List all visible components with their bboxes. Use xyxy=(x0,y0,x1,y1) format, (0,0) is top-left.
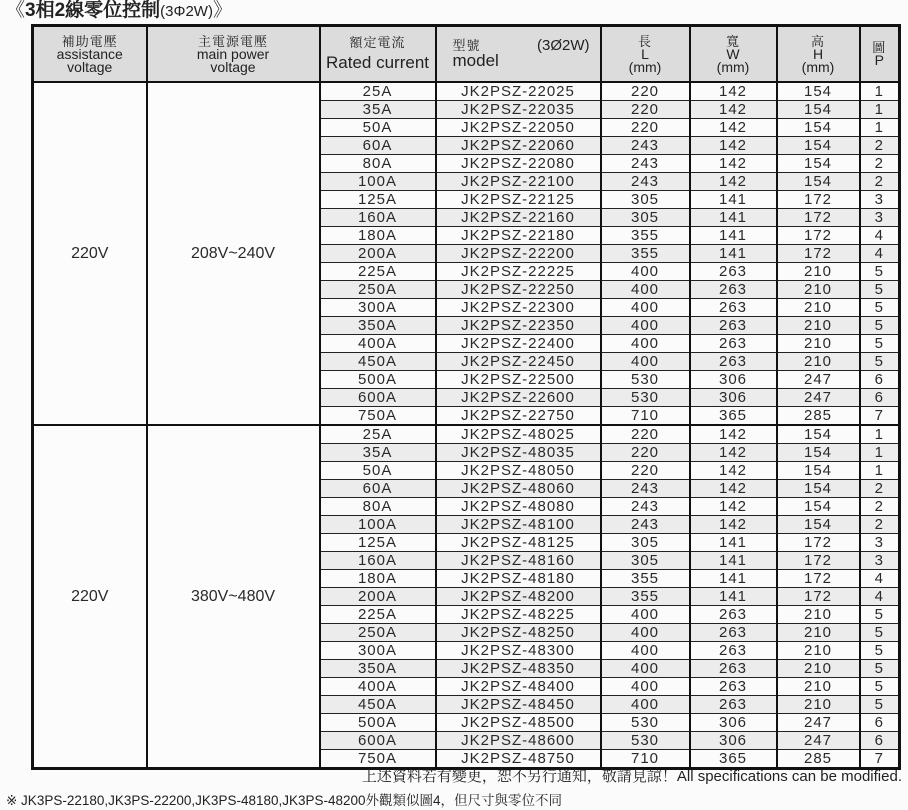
rated-current-cell: 450A xyxy=(320,696,436,714)
rated-current-cell: 50A xyxy=(320,462,436,480)
rated-current-cell: 300A xyxy=(320,299,436,317)
width-cell: 263 xyxy=(690,281,777,299)
title-main: 3相2線零位控制 xyxy=(25,0,161,21)
model-cell: JK2PSZ-22250 xyxy=(436,281,601,299)
rated-current-cell: 500A xyxy=(320,371,436,389)
width-cell: 263 xyxy=(690,642,777,660)
header-main-voltage: 主電源電壓 main power voltage xyxy=(147,26,320,83)
model-cell: JK2PSZ-48180 xyxy=(436,570,601,588)
width-cell: 365 xyxy=(690,750,777,769)
model-cell: JK2PSZ-22750 xyxy=(436,407,601,426)
length-cell: 220 xyxy=(601,82,690,101)
width-cell: 306 xyxy=(690,389,777,407)
width-cell: 263 xyxy=(690,660,777,678)
pic-cell: 3 xyxy=(860,534,900,552)
rated-current-cell: 350A xyxy=(320,317,436,335)
rated-current-cell: 35A xyxy=(320,101,436,119)
height-cell: 247 xyxy=(777,389,860,407)
pic-cell: 1 xyxy=(860,462,900,480)
rated-current-cell: 160A xyxy=(320,209,436,227)
rated-current-cell: 200A xyxy=(320,588,436,606)
length-cell: 400 xyxy=(601,660,690,678)
length-cell: 220 xyxy=(601,101,690,119)
height-cell: 154 xyxy=(777,444,860,462)
rated-current-cell: 500A xyxy=(320,714,436,732)
rated-current-cell: 25A xyxy=(320,82,436,101)
length-cell: 400 xyxy=(601,335,690,353)
length-cell: 400 xyxy=(601,606,690,624)
height-cell: 210 xyxy=(777,281,860,299)
rated-current-cell: 180A xyxy=(320,570,436,588)
rated-current-cell: 225A xyxy=(320,263,436,281)
model-cell: JK2PSZ-22025 xyxy=(436,82,601,101)
length-cell: 243 xyxy=(601,137,690,155)
rated-current-cell: 160A xyxy=(320,552,436,570)
model-cell: JK2PSZ-48080 xyxy=(436,498,601,516)
height-cell: 172 xyxy=(777,191,860,209)
width-cell: 365 xyxy=(690,407,777,426)
model-cell: JK2PSZ-48200 xyxy=(436,588,601,606)
pic-cell: 1 xyxy=(860,101,900,119)
header-width: 寬 W (mm) xyxy=(690,26,777,83)
spec-table xyxy=(31,24,901,770)
length-cell: 400 xyxy=(601,317,690,335)
model-cell: JK2PSZ-48350 xyxy=(436,660,601,678)
width-cell: 263 xyxy=(690,263,777,281)
length-cell: 305 xyxy=(601,191,690,209)
width-cell: 141 xyxy=(690,245,777,263)
length-cell: 220 xyxy=(601,119,690,137)
width-cell: 142 xyxy=(690,82,777,101)
rated-current-cell: 200A xyxy=(320,245,436,263)
length-cell: 355 xyxy=(601,588,690,606)
pic-cell: 4 xyxy=(860,227,900,245)
pic-cell: 2 xyxy=(860,173,900,191)
width-cell: 142 xyxy=(690,155,777,173)
rated-current-cell: 600A xyxy=(320,732,436,750)
length-cell: 305 xyxy=(601,552,690,570)
pic-cell: 7 xyxy=(860,750,900,769)
height-cell: 210 xyxy=(777,353,860,371)
table-row xyxy=(33,425,900,444)
pic-cell: 6 xyxy=(860,732,900,750)
pic-cell: 1 xyxy=(860,82,900,101)
rated-current-cell: 750A xyxy=(320,750,436,769)
width-cell: 142 xyxy=(690,173,777,191)
width-cell: 142 xyxy=(690,498,777,516)
length-cell: 305 xyxy=(601,209,690,227)
rated-current-cell: 60A xyxy=(320,137,436,155)
model-cell: JK2PSZ-48035 xyxy=(436,444,601,462)
header-row xyxy=(33,26,900,83)
length-cell: 400 xyxy=(601,642,690,660)
rated-current-cell: 35A xyxy=(320,444,436,462)
width-cell: 306 xyxy=(690,732,777,750)
model-cell: JK2PSZ-22100 xyxy=(436,173,601,191)
pic-cell: 3 xyxy=(860,209,900,227)
height-cell: 285 xyxy=(777,750,860,769)
rated-current-cell: 50A xyxy=(320,119,436,137)
height-cell: 247 xyxy=(777,714,860,732)
model-cell: JK2PSZ-22400 xyxy=(436,335,601,353)
title-subtitle: (3Φ2W) xyxy=(160,3,213,20)
width-cell: 142 xyxy=(690,462,777,480)
model-cell: JK2PSZ-48750 xyxy=(436,750,601,769)
height-cell: 172 xyxy=(777,245,860,263)
model-cell: JK2PSZ-22035 xyxy=(436,101,601,119)
rated-current-cell: 100A xyxy=(320,516,436,534)
header-length: 長 L (mm) xyxy=(601,26,690,83)
width-cell: 141 xyxy=(690,588,777,606)
model-cell: JK2PSZ-22180 xyxy=(436,227,601,245)
rated-current-cell: 125A xyxy=(320,191,436,209)
width-cell: 306 xyxy=(690,371,777,389)
page-title xyxy=(6,0,232,23)
pic-cell: 5 xyxy=(860,678,900,696)
pic-cell: 2 xyxy=(860,516,900,534)
height-cell: 172 xyxy=(777,570,860,588)
length-cell: 530 xyxy=(601,732,690,750)
height-cell: 154 xyxy=(777,173,860,191)
height-cell: 154 xyxy=(777,155,860,173)
rated-current-cell: 100A xyxy=(320,173,436,191)
pic-cell: 2 xyxy=(860,498,900,516)
length-cell: 400 xyxy=(601,263,690,281)
model-cell: JK2PSZ-48500 xyxy=(436,714,601,732)
pic-cell: 4 xyxy=(860,588,900,606)
height-cell: 172 xyxy=(777,552,860,570)
rated-current-cell: 80A xyxy=(320,155,436,173)
length-cell: 355 xyxy=(601,245,690,263)
model-cell: JK2PSZ-48050 xyxy=(436,462,601,480)
header-pic: 圖 P xyxy=(860,26,900,83)
height-cell: 154 xyxy=(777,425,860,444)
length-cell: 530 xyxy=(601,371,690,389)
height-cell: 247 xyxy=(777,371,860,389)
model-cell: JK2PSZ-48250 xyxy=(436,624,601,642)
rated-current-cell: 400A xyxy=(320,678,436,696)
length-cell: 400 xyxy=(601,678,690,696)
model-cell: JK2PSZ-48160 xyxy=(436,552,601,570)
length-cell: 220 xyxy=(601,425,690,444)
length-cell: 400 xyxy=(601,696,690,714)
width-cell: 141 xyxy=(690,209,777,227)
pic-cell: 5 xyxy=(860,263,900,281)
pic-cell: 5 xyxy=(860,660,900,678)
spec-table-body xyxy=(33,82,900,769)
model-cell: JK2PSZ-48600 xyxy=(436,732,601,750)
main-voltage-cell: 380V~480V xyxy=(147,425,320,769)
width-cell: 263 xyxy=(690,678,777,696)
rated-current-cell: 250A xyxy=(320,281,436,299)
height-cell: 210 xyxy=(777,678,860,696)
model-cell: JK2PSZ-22600 xyxy=(436,389,601,407)
length-cell: 355 xyxy=(601,570,690,588)
height-cell: 210 xyxy=(777,624,860,642)
width-cell: 141 xyxy=(690,191,777,209)
pic-cell: 4 xyxy=(860,245,900,263)
width-cell: 141 xyxy=(690,534,777,552)
rated-current-cell: 750A xyxy=(320,407,436,426)
model-cell: JK2PSZ-48060 xyxy=(436,480,601,498)
length-cell: 243 xyxy=(601,516,690,534)
length-cell: 243 xyxy=(601,480,690,498)
height-cell: 285 xyxy=(777,407,860,426)
width-cell: 141 xyxy=(690,570,777,588)
length-cell: 400 xyxy=(601,281,690,299)
title-open-bracket: 《 xyxy=(6,0,26,21)
model-cell: JK2PSZ-48100 xyxy=(436,516,601,534)
height-cell: 154 xyxy=(777,462,860,480)
pic-cell: 3 xyxy=(860,552,900,570)
model-cell: JK2PSZ-22125 xyxy=(436,191,601,209)
pic-cell: 5 xyxy=(860,606,900,624)
assist-voltage-cell: 220V xyxy=(33,425,147,769)
height-cell: 172 xyxy=(777,588,860,606)
rated-current-cell: 600A xyxy=(320,389,436,407)
header-height: 高 H (mm) xyxy=(777,26,860,83)
model-cell: JK2PSZ-22450 xyxy=(436,353,601,371)
length-cell: 243 xyxy=(601,155,690,173)
main-voltage-cell: 208V~240V xyxy=(147,82,320,425)
model-cell: JK2PSZ-48225 xyxy=(436,606,601,624)
assist-voltage-cell: 220V xyxy=(33,82,147,425)
rated-current-cell: 350A xyxy=(320,660,436,678)
length-cell: 530 xyxy=(601,714,690,732)
height-cell: 154 xyxy=(777,498,860,516)
rated-current-cell: 400A xyxy=(320,335,436,353)
pic-cell: 5 xyxy=(860,299,900,317)
pic-cell: 5 xyxy=(860,624,900,642)
width-cell: 263 xyxy=(690,696,777,714)
height-cell: 172 xyxy=(777,227,860,245)
length-cell: 220 xyxy=(601,462,690,480)
length-cell: 243 xyxy=(601,498,690,516)
rated-current-cell: 250A xyxy=(320,624,436,642)
pic-cell: 1 xyxy=(860,425,900,444)
height-cell: 210 xyxy=(777,660,860,678)
model-cell: JK2PSZ-22200 xyxy=(436,245,601,263)
model-cell: JK2PSZ-22300 xyxy=(436,299,601,317)
pic-cell: 1 xyxy=(860,444,900,462)
width-cell: 141 xyxy=(690,552,777,570)
model-cell: JK2PSZ-22060 xyxy=(436,137,601,155)
model-cell: JK2PSZ-48025 xyxy=(436,425,601,444)
length-cell: 355 xyxy=(601,227,690,245)
model-cell: JK2PSZ-48300 xyxy=(436,642,601,660)
pic-cell: 5 xyxy=(860,642,900,660)
rated-current-cell: 225A xyxy=(320,606,436,624)
rated-current-cell: 25A xyxy=(320,425,436,444)
height-cell: 247 xyxy=(777,732,860,750)
height-cell: 172 xyxy=(777,209,860,227)
model-cell: JK2PSZ-22350 xyxy=(436,317,601,335)
disclaimer-note: 上述資料若有變更，恕不另行通知，敬請見諒！All specifications can be modified. xyxy=(361,768,902,785)
pic-cell: 6 xyxy=(860,371,900,389)
model-cell: JK2PSZ-22160 xyxy=(436,209,601,227)
height-cell: 172 xyxy=(777,534,860,552)
height-cell: 210 xyxy=(777,299,860,317)
pic-cell: 5 xyxy=(860,335,900,353)
pic-cell: 1 xyxy=(860,119,900,137)
rated-current-cell: 80A xyxy=(320,498,436,516)
rated-current-cell: 450A xyxy=(320,353,436,371)
width-cell: 142 xyxy=(690,480,777,498)
width-cell: 142 xyxy=(690,101,777,119)
height-cell: 210 xyxy=(777,335,860,353)
pic-cell: 5 xyxy=(860,696,900,714)
length-cell: 400 xyxy=(601,299,690,317)
length-cell: 400 xyxy=(601,624,690,642)
pic-cell: 2 xyxy=(860,155,900,173)
width-cell: 263 xyxy=(690,335,777,353)
length-cell: 710 xyxy=(601,750,690,769)
pic-cell: 4 xyxy=(860,570,900,588)
width-cell: 263 xyxy=(690,606,777,624)
pic-cell: 5 xyxy=(860,281,900,299)
rated-current-cell: 300A xyxy=(320,642,436,660)
model-cell: JK2PSZ-22500 xyxy=(436,371,601,389)
rated-current-cell: 180A xyxy=(320,227,436,245)
table-row xyxy=(33,82,900,101)
width-cell: 142 xyxy=(690,444,777,462)
model-cell: JK2PSZ-22080 xyxy=(436,155,601,173)
width-cell: 142 xyxy=(690,425,777,444)
model-cell: JK2PSZ-48125 xyxy=(436,534,601,552)
pic-cell: 7 xyxy=(860,407,900,426)
rated-current-cell: 60A xyxy=(320,480,436,498)
height-cell: 210 xyxy=(777,606,860,624)
height-cell: 210 xyxy=(777,642,860,660)
height-cell: 154 xyxy=(777,82,860,101)
width-cell: 263 xyxy=(690,299,777,317)
height-cell: 154 xyxy=(777,119,860,137)
length-cell: 305 xyxy=(601,534,690,552)
pic-cell: 2 xyxy=(860,480,900,498)
width-cell: 263 xyxy=(690,353,777,371)
header-model: 型號 (3Ø2W) model xyxy=(436,26,601,83)
width-cell: 306 xyxy=(690,714,777,732)
footnote: ※ JK3PS-22180,JK3PS-22200,JK3PS-48180,JK3PS-48200外觀類似圖4，但尺寸與零位不同 xyxy=(6,793,563,808)
pic-cell: 2 xyxy=(860,137,900,155)
length-cell: 243 xyxy=(601,173,690,191)
height-cell: 154 xyxy=(777,516,860,534)
height-cell: 154 xyxy=(777,101,860,119)
pic-cell: 6 xyxy=(860,389,900,407)
width-cell: 142 xyxy=(690,119,777,137)
pic-cell: 3 xyxy=(860,191,900,209)
width-cell: 141 xyxy=(690,227,777,245)
height-cell: 154 xyxy=(777,137,860,155)
width-cell: 142 xyxy=(690,137,777,155)
header-assist-voltage: 補助電壓 assistance voltage xyxy=(33,26,147,83)
rated-current-cell: 125A xyxy=(320,534,436,552)
length-cell: 710 xyxy=(601,407,690,426)
title-close-bracket: 》 xyxy=(212,0,232,21)
pic-cell: 6 xyxy=(860,714,900,732)
model-cell: JK2PSZ-48400 xyxy=(436,678,601,696)
width-cell: 263 xyxy=(690,317,777,335)
model-cell: JK2PSZ-22225 xyxy=(436,263,601,281)
length-cell: 220 xyxy=(601,444,690,462)
pic-cell: 5 xyxy=(860,317,900,335)
pic-cell: 5 xyxy=(860,353,900,371)
length-cell: 530 xyxy=(601,389,690,407)
height-cell: 210 xyxy=(777,263,860,281)
height-cell: 210 xyxy=(777,317,860,335)
height-cell: 154 xyxy=(777,480,860,498)
header-rated-current: 額定電流 Rated current xyxy=(320,26,436,83)
length-cell: 400 xyxy=(601,353,690,371)
model-cell: JK2PSZ-22050 xyxy=(436,119,601,137)
width-cell: 142 xyxy=(690,516,777,534)
width-cell: 263 xyxy=(690,624,777,642)
model-cell: JK2PSZ-48450 xyxy=(436,696,601,714)
height-cell: 210 xyxy=(777,696,860,714)
